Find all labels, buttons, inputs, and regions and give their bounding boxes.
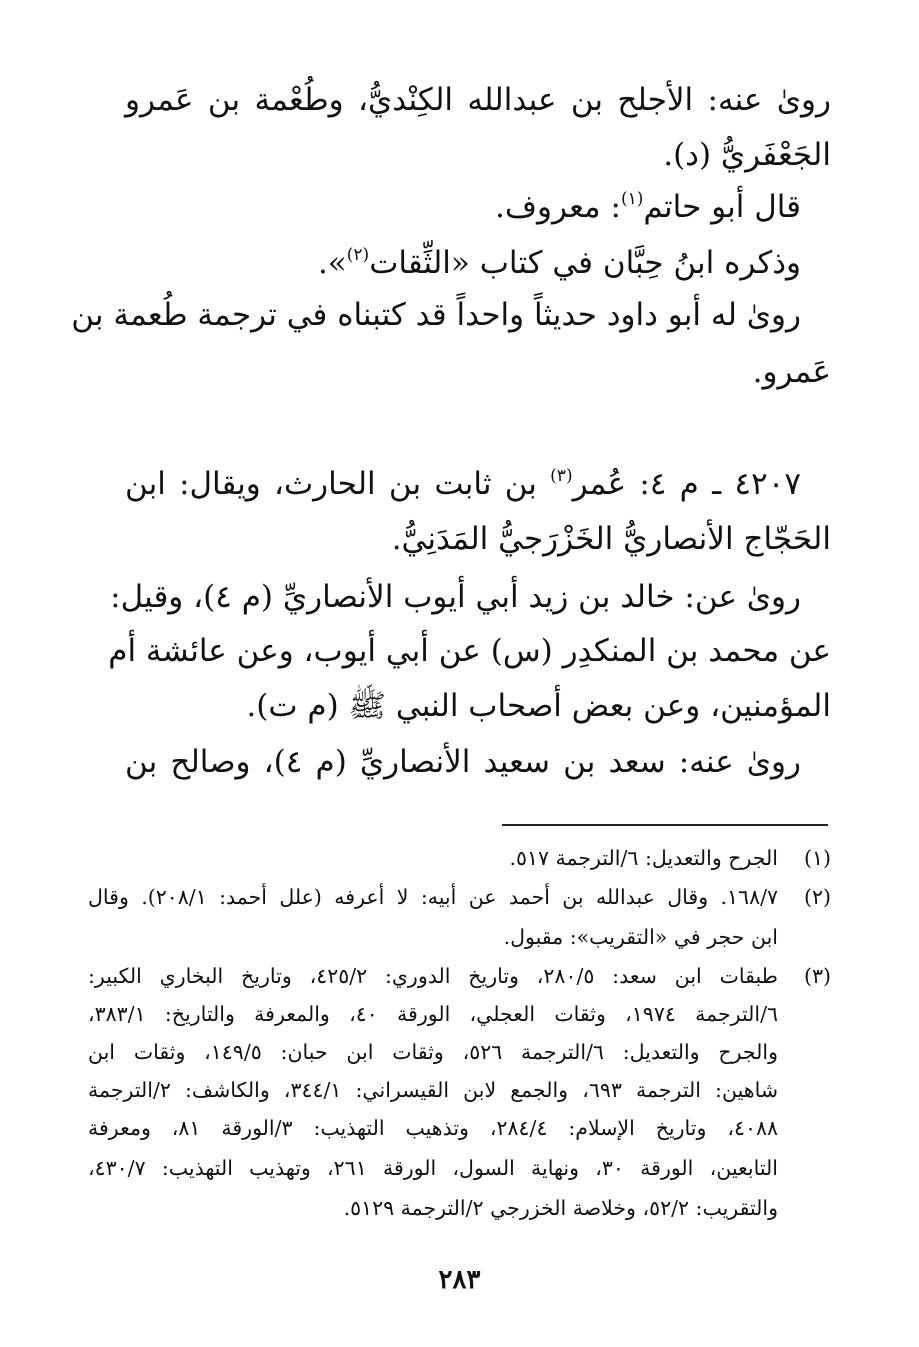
- narrated-by-line-1: روىٰ عنه: سعد بن سعيد الأنصاريِّ (م ٤)، وصالح بن: [125, 744, 801, 780]
- footnote-3-line-4: شاهين: الترجمة ٦٩٣، والجمع لابن القيسراني: ٣٤٤/١، والكاشف: ٢/الترجمة: [88, 1078, 778, 1102]
- narrators-from-him-line-2: الجَعْفَريُّ (د).: [663, 137, 831, 173]
- footnote-separator: [502, 824, 828, 826]
- abu-hatim-verdict: : معروف.: [495, 189, 621, 225]
- footnote-ref-2: (٢): [346, 245, 370, 265]
- footnote-number-2: (٢): [803, 885, 831, 909]
- footnote-3-line-7: والتقريب: ٥٢/٢، وخلاصة الخزرجي ٢/الترجمة ٥١٢٩.: [343, 1196, 778, 1220]
- abu-dawud-statement-line-1: روىٰ له أبو داود حديثاً واحداً قد كتبناه في ترجمة طُعمة بن: [71, 297, 801, 333]
- abu-dawud-statement-line-2: عَمرو.: [752, 354, 831, 390]
- ibn-hibban-text: وذكره ابنُ حِبَّان في كتاب «الثِّقات: [369, 245, 801, 281]
- abu-hatim-text: قال أبو حاتم: [643, 189, 801, 225]
- narrators-from-him-line-1: روىٰ عنه: الأجلح بن عبدالله الكِنْديُّ، وطُعْمة بن عَمرو: [125, 82, 831, 118]
- footnote-1-text: الجرح والتعديل: ٦/الترجمة ٥١٧.: [509, 846, 778, 870]
- ibn-hibban-close: ».: [317, 245, 347, 281]
- narrated-from-line-1: روىٰ عن: خالد بن زيد أبي أيوب الأنصاريِّ (م ٤)، وقيل:: [110, 579, 801, 615]
- footnote-number-1: (١): [803, 846, 831, 870]
- footnote-ref-1: (١): [620, 189, 644, 209]
- entry-heading-line-2: الحَجّاج الأنصاريُّ الخَزْرَجيُّ المَدَنِيُّ.: [391, 521, 831, 557]
- ibn-hibban-statement: [125, 241, 801, 285]
- footnote-ref-3: (٣): [550, 466, 573, 486]
- narrated-from-line-3: المؤمنين، وعن بعض أصحاب النبي ﷺ (م ت).: [246, 688, 831, 724]
- entry-number-name: ٤٢٠٧ ـ م ٤: عُمر: [572, 466, 801, 502]
- footnote-3-line-2: ٦/الترجمة ١٩٧٤، وثقات العجلي، الورقة ٤٠، والمعرفة والتاريخ: ٣٨٣/١،: [88, 1002, 778, 1026]
- page-number: ٢٨٣: [438, 1265, 481, 1295]
- footnote-2-line-1: ١٦٨/٧. وقال عبدالله بن أحمد عن أبيه: لا أعرفه (علل أحمد: ٢٠٨/١). وقال: [88, 885, 778, 909]
- footnote-3-line-6: التابعين، الورقة ٣٠، ونهاية السول، الورقة ٢٦١، وتهذيب التهذيب: ٤٣٠/٧،: [88, 1156, 778, 1180]
- abu-hatim-statement: [125, 185, 801, 229]
- footnote-number-3: (٣): [803, 964, 831, 988]
- footnote-3-line-3: والجرح والتعديل: ٦/الترجمة ٥٢٦، وثقات ابن حبان: ١٤٩/٥، وثقات ابن: [88, 1040, 778, 1064]
- entry-heading-line-1: [125, 462, 801, 506]
- entry-lineage: بن ثابت بن الحارث، ويقال: ابن: [125, 466, 551, 502]
- footnote-3-line-5: ٤٠٨٨، وتاريخ الإسلام: ٢٨٤/٤، وتذهيب التهذيب: ٣/الورقة ٨١، ومعرفة: [88, 1116, 778, 1140]
- narrated-from-line-2: عن محمد بن المنكدِر (س) عن أبي أيوب، وعن عائشة أم: [108, 633, 831, 669]
- footnote-3-line-1: طبقات ابن سعد: ٢٨٠/٥، وتاريخ الدوري: ٤٢٥/٢، وتاريخ البخاري الكبير:: [88, 964, 778, 988]
- footnote-2-line-2: ابن حجر في «التقريب»: مقبول.: [503, 925, 778, 949]
